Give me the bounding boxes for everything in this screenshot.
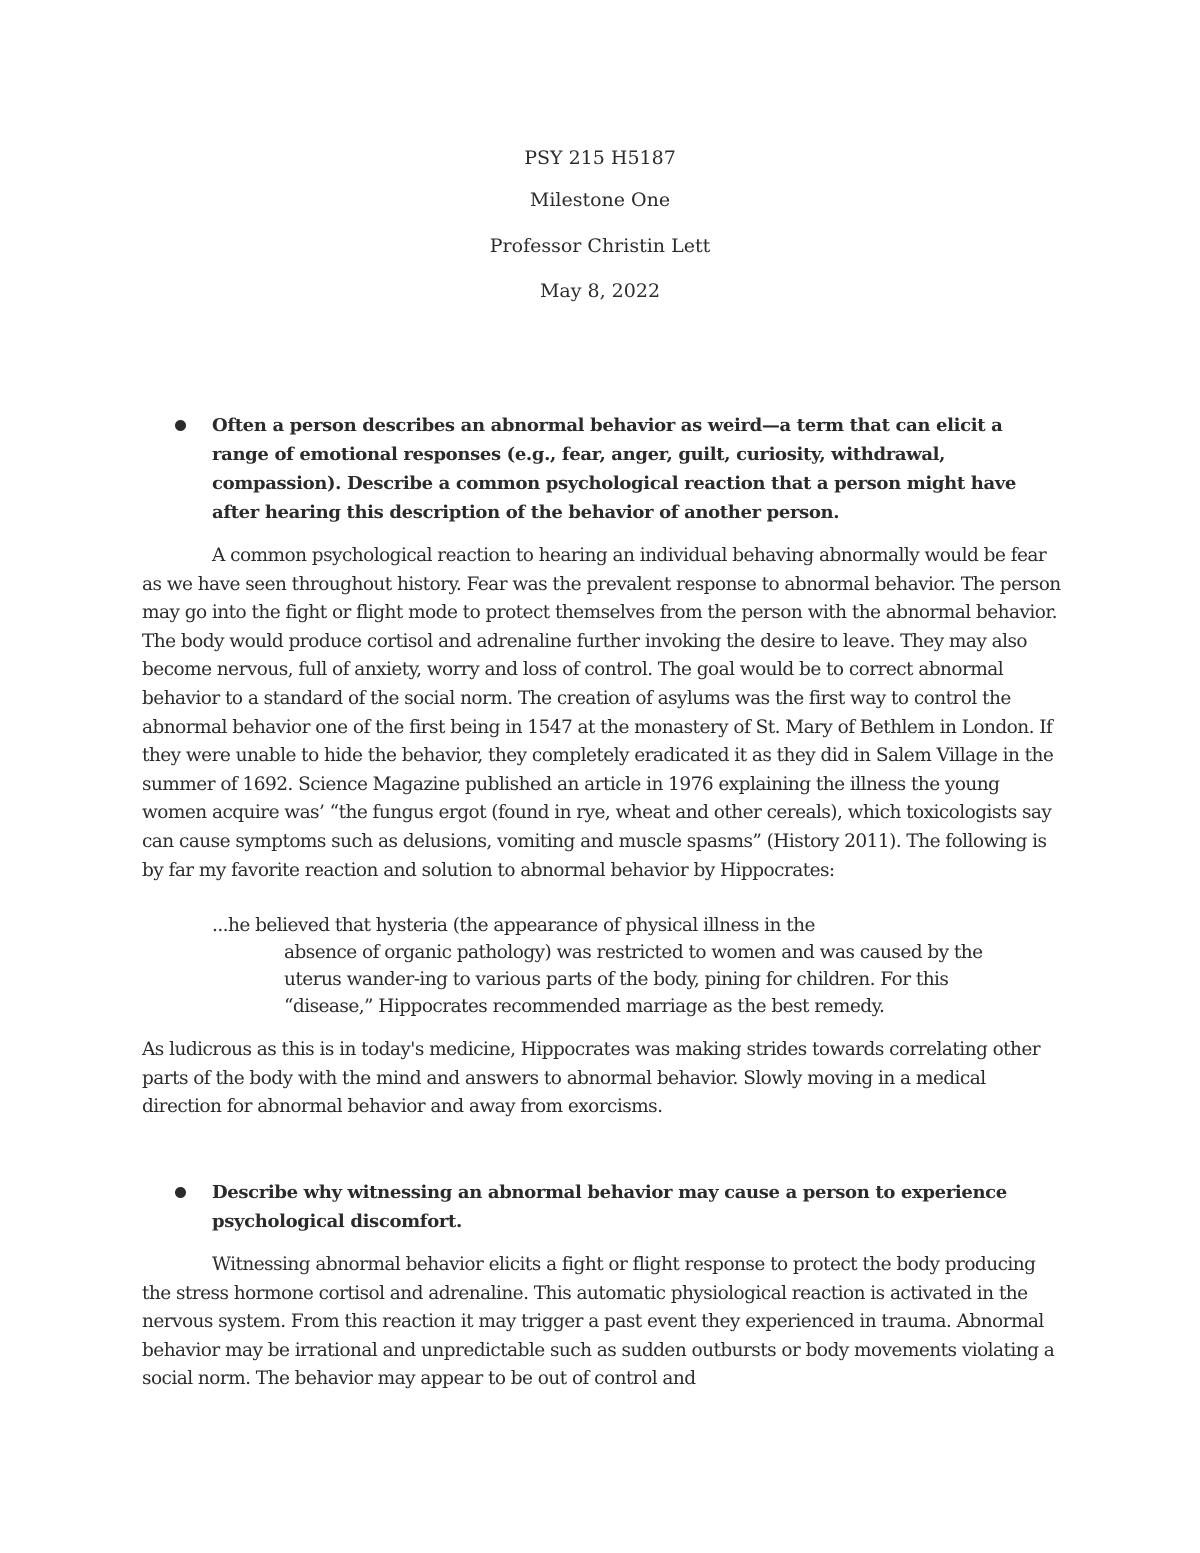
assignment-title: Milestone One xyxy=(529,189,671,211)
answer-two-paragraph: Witnessing abnormal behavior elicits a fight or flight response to protect the body producing the stress hormone cortisol and adrenaline. This automatic physiological reaction is activated in the nervous system. From this reaction it may trigger a past event they experienced in trauma. Abnormal behavior may be irrational and unpredictable such as sudden outbursts or body movements violating a social norm. The behavior may appear to be out of control and xyxy=(142,1254,1055,1390)
question-two: Describe why witnessing an abnormal behavior may cause a person to experience psychological discomfort. xyxy=(212,1182,1007,1232)
hippocrates-block-quote xyxy=(212,912,1042,1020)
answer-one-closing xyxy=(142,1036,1062,1122)
course-code: PSY 215 H5187 xyxy=(524,147,676,169)
professor-name: Professor Christin Lett xyxy=(489,235,711,257)
closing-paragraph: As ludicrous as this is in today's medicine, Hippocrates was making strides towards correlating other parts of the body with the mind and answers to abnormal behavior. Slowly moving in a medical direction for abnormal behavior and away from exorcisms. xyxy=(142,1039,1041,1118)
answer-one-paragraph: A common psychological reaction to hearing an individual behaving abnormally would be fear as we have seen throughout history. Fear was the prevalent response to abnormal behavior. The person may go into the fight or flight mode to protect themselves from the person with the abnormal behavior. The body would produce cortisol and adrenaline further invoking the desire to leave. They may also become nervous, full of anxiety, worry and loss of control. The goal would be to correct abnormal behavior to a standard of the social norm. The creation of asylums was the first way to control the abnormal behavior one of the first being in 1547 at the monastery of St. Mary of Bethlem in London. If they were unable to hide the behavior, they completely eradicated it as they did in Salem Village in the summer of 1692. Science Magazine published an article in 1976 explaining the illness the young women acquire was’ “the fungus ergot (found in rye, wheat and other cereals), which toxicologists say can cause symptoms such as delusions, vomiting and muscle spasms” (History 2011). The following is by far my favorite reaction and solution to abnormal behavior by Hippocrates: xyxy=(142,545,1061,881)
quote-first-line: ...he believed that hysteria (the appearance of physical illness in the xyxy=(212,915,815,936)
answer-two-body xyxy=(142,1251,1062,1394)
submission-date: May 8, 2022 xyxy=(539,280,661,302)
bullet-icon xyxy=(175,420,186,431)
question-one: Often a person describes an abnormal behavior as weird—a term that can elicit a range of emotional responses (e.g., fear, anger, guilt, curiosity, withdrawal, compassion). Describe a common psychological reaction that a person might have after hearing this description of the behavior of another person. xyxy=(212,415,1017,523)
answer-one-body xyxy=(142,542,1062,885)
quote-continuation: absence of organic pathology) was restricted to women and was caused by the uterus wander-ing to various parts of the body, pining for children. For this “disease,” Hippocrates recommended marriage as the best remedy. xyxy=(284,942,983,1017)
bullet-icon xyxy=(175,1187,186,1198)
